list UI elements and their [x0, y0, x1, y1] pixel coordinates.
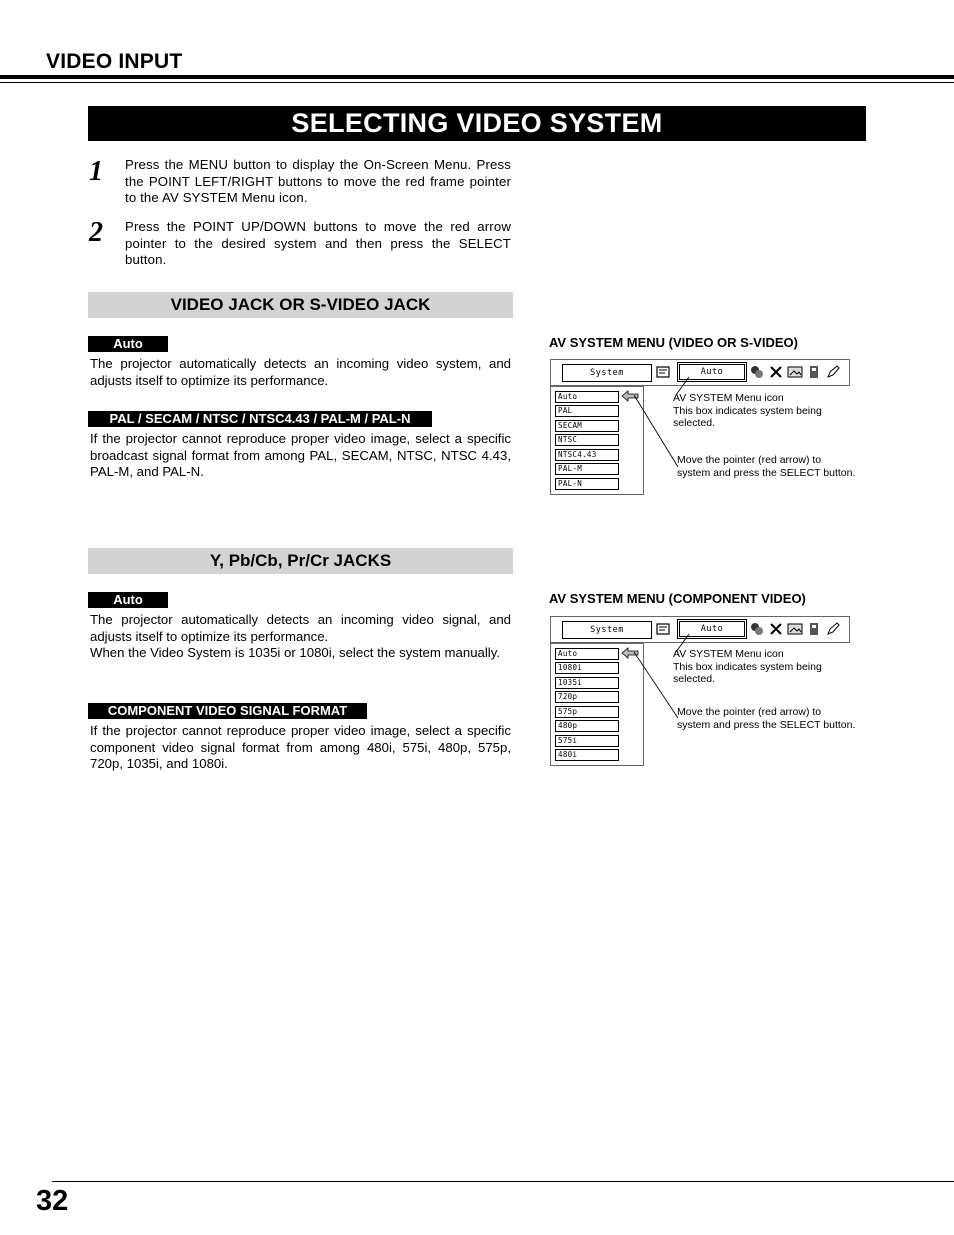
pencil-icon[interactable]: [825, 621, 841, 637]
footer-rule: [52, 1181, 954, 1182]
system-option-480p[interactable]: 480p: [555, 720, 619, 732]
system-option-1035i[interactable]: 1035i: [555, 677, 619, 689]
auto-label: Auto: [88, 336, 168, 352]
system-option-auto[interactable]: Auto: [555, 648, 619, 660]
system-option-pal[interactable]: PAL: [555, 405, 619, 417]
header-rule-thin: [0, 82, 954, 83]
auto-label: Auto: [88, 592, 168, 608]
header-rule: [0, 75, 954, 79]
pal-label: PAL / SECAM / NTSC / NTSC4.43 / PAL-M / PAL-N: [88, 411, 432, 427]
component-format-description: If the projector cannot reproduce proper video image, select a specific component video signal format from among 480i, 575i, 480p, 575p, 720p, 1035i, and 1080i.: [90, 723, 511, 771]
video-menu-bar: [550, 359, 850, 386]
system-option-palm[interactable]: PAL-M: [555, 463, 619, 475]
auto-description: The projector automatically detects an incoming video system, and adjusts itself to optimize its performance.: [90, 356, 511, 388]
video-section-header: VIDEO JACK OR S-VIDEO JACK: [88, 292, 513, 318]
image-icon[interactable]: [787, 621, 803, 637]
system-option-secam[interactable]: SECAM: [555, 420, 619, 432]
tools-icon[interactable]: [768, 364, 784, 380]
component-section-header: Y, Pb/Cb, Pr/Cr JACKS: [88, 548, 513, 574]
selected-system-box[interactable]: Auto: [679, 621, 745, 637]
auto-manual-note: When the Video System is 1035i or 1080i, select the system manually.: [90, 645, 500, 660]
auto-description: The projector automatically detects an incoming video signal, and adjusts itself to optimize its performance.: [90, 612, 511, 644]
page-number: 32: [36, 1185, 69, 1217]
system-option-auto[interactable]: Auto: [555, 391, 619, 403]
system-option-575p[interactable]: 575p: [555, 706, 619, 718]
system-option-paln[interactable]: PAL-N: [555, 478, 619, 490]
pointer-note: Move the pointer (red arrow) to system and press the SELECT button.: [677, 454, 856, 479]
color-icon[interactable]: [749, 621, 765, 637]
component-menu-bar: [550, 616, 850, 643]
component-format-label: COMPONENT VIDEO SIGNAL FORMAT: [88, 703, 367, 719]
video-menu-title: AV SYSTEM MENU (VIDEO OR S-VIDEO): [549, 335, 798, 350]
menu-icon-note: AV SYSTEM Menu icon This box indicates system being selected.: [673, 392, 822, 429]
section-title: VIDEO INPUT: [46, 50, 183, 73]
step-2-text: Press the POINT UP/DOWN buttons to move the red arrow pointer to the desired system and then press the SELECT button.: [125, 219, 511, 267]
selected-system-box[interactable]: Auto: [679, 364, 745, 380]
setting-icon[interactable]: [806, 364, 822, 380]
component-menu-title: AV SYSTEM MENU (COMPONENT VIDEO): [549, 591, 806, 606]
step-1-number: 1: [89, 156, 103, 187]
system-menu-label[interactable]: System: [562, 364, 652, 382]
tools-icon[interactable]: [768, 621, 784, 637]
system-option-575i[interactable]: 575i: [555, 735, 619, 747]
pencil-icon[interactable]: [825, 364, 841, 380]
color-icon[interactable]: [749, 364, 765, 380]
pal-description: If the projector cannot reproduce proper video image, select a specific broadcast signal format from among PAL, SECAM, NTSC, NTSC 4.43, PAL-M, and PAL-N.: [90, 431, 511, 479]
step-1-text: Press the MENU button to display the On-Screen Menu. Press the POINT LEFT/RIGHT buttons to move the red frame pointer to the AV SYSTEM Menu icon.: [125, 157, 511, 205]
system-option-ntsc443[interactable]: NTSC4.43: [555, 449, 619, 461]
system-menu-label[interactable]: System: [562, 621, 652, 639]
step-2-number: 2: [89, 217, 103, 248]
menu-icon-note: AV SYSTEM Menu icon This box indicates system being selected.: [673, 648, 822, 685]
setting-icon[interactable]: [806, 621, 822, 637]
pointer-note: Move the pointer (red arrow) to system and press the SELECT button.: [677, 706, 856, 731]
system-option-ntsc[interactable]: NTSC: [555, 434, 619, 446]
system-option-480i[interactable]: 480i: [555, 749, 619, 761]
system-option-720p[interactable]: 720p: [555, 691, 619, 703]
page-title: SELECTING VIDEO SYSTEM: [88, 106, 866, 141]
image-icon[interactable]: [787, 364, 803, 380]
system-option-1080i[interactable]: 1080i: [555, 662, 619, 674]
